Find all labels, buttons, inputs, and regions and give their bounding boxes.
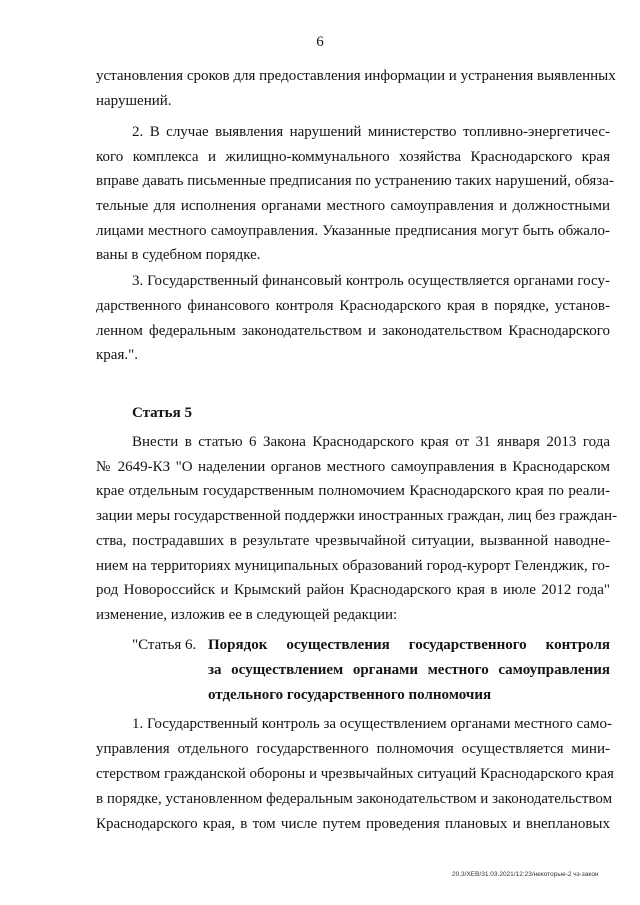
article-title-line: Порядок осуществления государственного контроля (208, 637, 610, 653)
document-footer: 20.3/ХЕВ/31.03.2021/12:23/некоторые-2 чз-закон (452, 871, 599, 878)
text-line: 1. Государственный контроль за осуществлением органами местного само- (132, 716, 612, 732)
text-line: род Новороссийск и Крымский район Краснодарского края в июле 2012 года" (96, 582, 610, 598)
page-number: 6 (316, 34, 324, 50)
text-line: установления сроков для предоставления информации и устранения выявленных (96, 68, 616, 84)
text-line: нарушений. (96, 93, 172, 109)
text-line: тельные для исполнения органами местного самоуправления и должностными (96, 198, 610, 214)
text-line: вправе давать письменные предписания по устранению таких нарушений, обяза- (96, 173, 614, 189)
text-line: управления отдельного государственного полномочия осуществляется мини- (96, 741, 610, 757)
article-heading: Статья 5 (132, 405, 192, 421)
text-line: стерством гражданской обороны и чрезвычайных ситуаций Краснодарского края (96, 766, 614, 782)
text-line: лицами местного самоуправления. Указанные предписания могут быть обжало- (96, 223, 610, 239)
text-line: в порядке, установленном федеральным законодательством и законодательством (96, 791, 613, 807)
text-line: Краснодарского края, в том числе путем проведения плановых и внеплановых (96, 816, 610, 832)
text-line: 2. В случае выявления нарушений министерство топливно-энергетичес- (132, 124, 610, 140)
text-line: № 2649-КЗ "О наделении органов местного самоуправления в Краснодарском (96, 459, 610, 475)
text-line: крае отдельным государственным полномочием Краснодарского края по реали- (96, 483, 610, 499)
text-line: ваны в судебном порядке. (96, 247, 261, 263)
text-line: дарственного финансового контроля Краснодарского края в порядке, установ- (96, 298, 610, 314)
text-line: края.". (96, 347, 138, 363)
article-label: "Статья 6. (132, 637, 197, 653)
text-line: изменение, изложив ее в следующей редакции: (96, 607, 398, 623)
text-line: 3. Государственный финансовый контроль осуществляется органами госу- (132, 273, 610, 289)
text-line: Внести в статью 6 Закона Краснодарского края от 31 января 2013 года (132, 434, 610, 450)
text-line: ства, пострадавших в результате чрезвычайной ситуации, вызванной наводне- (96, 533, 610, 549)
article-title-line: отдельного государственного полномочия (208, 687, 492, 703)
text-line: ленном федеральным законодательством и законодательством Краснодарского (96, 323, 610, 339)
text-line: зации меры государственной поддержки иностранных граждан, лиц без граждан- (96, 508, 618, 524)
article-title-line: за осуществлением органами местного самоуправления (208, 662, 610, 678)
text-line: кого комплекса и жилищно-коммунального хозяйства Краснодарского края (96, 149, 610, 165)
text-line: нием на территориях муниципальных образований город-курорт Геленджик, го- (96, 558, 610, 574)
